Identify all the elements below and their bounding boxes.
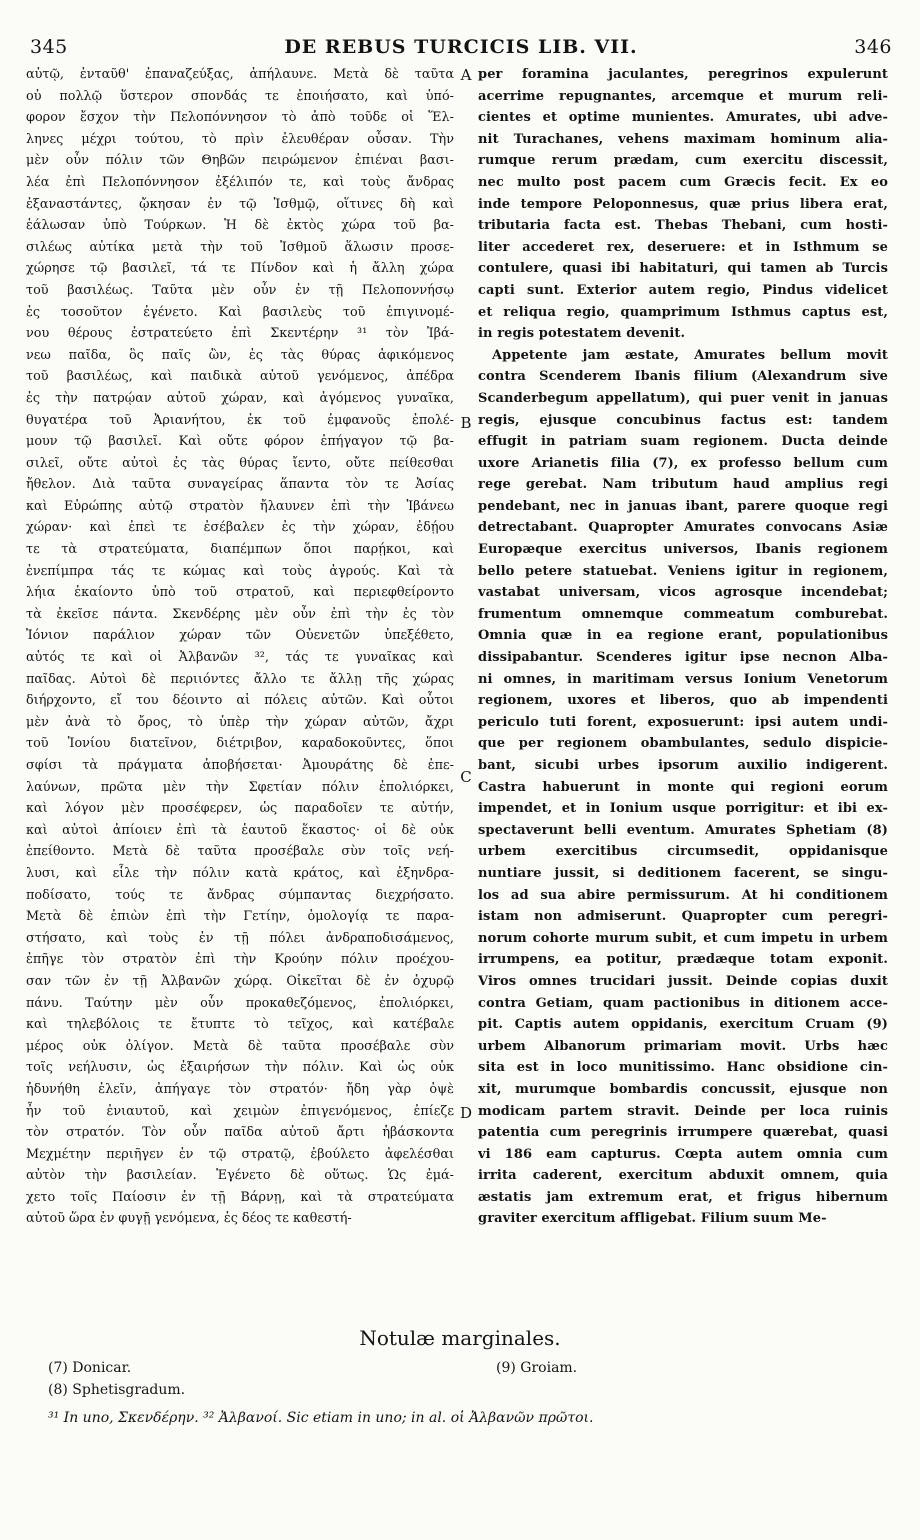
latin-text-line: patentia cum peregrinis irrumpere quærebat, quasi [478,1125,888,1141]
page-number-left: 345 [30,36,68,58]
latin-text-line: pendebant, nec in januas ibant, parere quoque regi [478,498,888,514]
greek-text-line: καὶ αὐτοὶ ἀπίοιεν ἐπὶ τὰ ἑαυτοῦ ἕκαστος· οἱ δὲ οὐκ [26,822,454,838]
running-title: DE REBUS TURCICIS LIB. VII. [284,36,638,58]
marginal-note-8: (8) Sphetisgradum. [48,1382,186,1398]
greek-column [26,64,454,1230]
latin-text-line: sita est in loco munitissimo. Hanc obsidione cin- [478,1060,888,1076]
latin-text-line: dissipabantur. Scenderes igitur ipse necnon Alba- [478,650,888,666]
greek-text-line: μουν τῷ βασιλεῖ. Καὶ οὔτε φόρον ἐπήγαγον τῷ βα- [26,434,454,450]
margin-letter-d: D [459,1104,473,1122]
greek-text-line: καὶ τηλεβόλοις τε ἔτυπτε τὸ τεῖχος, καὶ κατέβαλε [26,1017,454,1033]
latin-text-line: contra Scenderem Ibanis filium (Alexandrum sive [478,369,888,385]
latin-text-line: Omnia quæ in ea regione erant, populationibus [478,628,888,644]
greek-text-line: ἑάλωσαν ὑπὸ Τούρκων. Ἡ δὲ ἐκτὸς χώρα τοῦ βα- [26,218,454,234]
greek-text-line: ἐπείθοντο. Μετὰ δὲ ταῦτα προσέβαλε σὺν τοῖς νεή- [26,844,454,860]
margin-letter-a: A [460,66,472,84]
latin-text-line: Castra habuerunt in monte qui regioni eorum [478,779,888,795]
latin-text-line: spectaverunt belli eventum. Amurates Sphetiam (8) [478,822,888,838]
greek-text-line: χετο τοῖς Παίοσιν ἐν τῇ Βάρνῃ, καὶ τὰ στρατεύματα [26,1189,454,1205]
greek-text-line: ἐς τὴν πατρῴαν αὐτοῦ χώραν, καὶ ἀγόμενος γυναῖκα, [26,390,454,406]
greek-text-line: σφίσι τὰ πράγματα ἀποβήσεται· Ἀμουράτης δὲ ἐπε- [26,758,454,773]
latin-text-line: Appetente jam æstate, Amurates bellum movit [492,347,888,363]
greek-text-line: στήσατο, καὶ τοὺς ἐν τῇ πόλει ἀνδραποδισάμενος, [26,930,454,946]
greek-text-line: ἐς τοσοῦτον ἐγένετο. Καὶ βασιλεὺς τοῦ ἐπιγινομέ- [26,304,454,320]
greek-text-line: καὶ Εὐρώπης αὐτῷ στρατὸν ἤλαυνεν ἐπὶ τὴν Ἰβάνεω [26,498,454,514]
greek-text-line: σιλεῖ, οὔτε αὐτοὶ ἐς τὰς θύρας ἴεντο, οὔτε πείθεσθαι [26,455,454,471]
greek-text-line: αὐτὸν τὴν βασιλείαν. Ἐγένετο δὲ οὕτως. Ὡς ἐμά- [26,1168,454,1184]
greek-text-line: αὐτός τε καὶ οἱ Ἀλβανῶν ³², τάς τε γυναῖκας καὶ [26,650,454,666]
greek-text-line: σιλέως αὐτίκα μετὰ τὴν τοῦ Ἰσθμοῦ ἅλωσιν προσε- [26,239,454,255]
latin-text-line: vi 186 eam capturus. Cœpta autem omnia cum [478,1146,888,1162]
greek-text-line: τε τὰ στρατεύματα, διαπέμπων ὅποι παρῄκοι, καὶ [26,542,454,558]
greek-text-line: λυσι, καὶ εἷλε τὴν πόλιν κατὰ κράτος, καὶ ἐξηνδρα- [26,865,454,881]
greek-text-line: λήια ἐκαίοντο ὑπὸ τοῦ στρατοῦ, καὶ περιεφθείροντο [26,585,454,601]
latin-text-line: Scanderbegum appellatum), qui puer venit in januas [478,390,888,406]
latin-column [478,64,888,1230]
greek-text-line: ἤθελον. Διὰ ταῦτα συναγείρας ἅπαντα τὸν τε Ἀσίας [26,477,454,493]
greek-text-line: τοῦ βασιλέως. Ταῦτα μὲν οὖν ἐν τῇ Πελοποννήσῳ [26,282,454,298]
greek-text-line: νεω παῖδα, ὃς παῖς ὢν, ἐς τὰς θύρας ἀφικόμενος [26,347,454,363]
greek-text-line: ἐξαναστάντες, ᾤκησαν ἐν τῷ Ἰσθμῷ, οἵτινες δὴ καὶ [26,196,454,212]
greek-text-line: νου θέρους ἐστρατεύετο ἐπὶ Σκεντέρην ³¹ τὸν Ἰβά- [26,326,454,342]
greek-text-line: Μεχμέτην περιῆγεν ἐν τῷ στρατῷ, ἐβούλετο ἀφελέσθαι [26,1146,454,1162]
greek-text-line: παῖδας. Αὐτοὶ δὲ περιιόντες ἄλλο τε ἄλλῃ τῆς χώρας [26,671,454,687]
latin-text-line: et reliqua regio, quamprimum Isthmus captus est, [478,304,888,320]
latin-text-line: tributaria facta est. Thebas Thebani, cum hosti- [478,218,888,234]
greek-text-line: λέα ἐπὶ Πελοπόννησον ἐξέλιπόν τε, καὶ τοὺς ἄνδρας [26,174,454,190]
latin-text-line: ni omnes, in maritimam versus Ionium Venetorum [478,671,888,687]
notes-heading: Notulæ marginales. [359,1326,561,1350]
latin-text-line: modicam partem stravit. Deinde per loca ruinis [478,1103,888,1119]
greek-text-line: ἐπῆγε τὸν στρατὸν ἐπὶ τὴν Κρούην πόλιν προέχου- [26,952,454,968]
latin-text-line: capti sunt. Exterior autem regio, Pindus videlicet [478,282,888,298]
greek-text-line: τοῦ Ἰονίου διατεῖνον, διέτριβον, καραδοκοῦντες, ὅποι [26,736,454,752]
greek-text-line: σαν τῶν ἐν τῇ Ἀλβανῶν χώρᾳ. Οἰκεῖται δὲ ἐν ὀχυρῷ [26,973,454,989]
latin-text-line: urbem Albanorum primariam movit. Urbs hæc [478,1038,888,1054]
latin-text-line: los ad sua abire permissurum. At hi conditionem [478,887,888,903]
greek-text-line: Μετὰ δὲ ἐπιὼν ἐπὶ τὴν Γετίην, ὁμολογίᾳ τε παρα- [26,909,454,925]
greek-text-line: τοῦ βασιλέως, καὶ παιδικὰ αὐτοῦ γενόμενος, ἀπέδρα [26,369,454,385]
latin-text-line: cientes et optime munientes. Amurates, ubi adve- [478,110,888,126]
latin-text-line: istam non admiserunt. Quapropter cum peregri- [478,909,888,925]
greek-text-line: μέρος οὐκ ὀλίγον. Μετὰ δὲ ταῦτα προσέβαλε σὺν [26,1038,454,1054]
greek-text-line: καὶ λόγον μὲν προσέφερεν, ὡς παραδοῖεν τε αὐτήν, [26,801,454,817]
latin-text-line: nuntiare jussit, si deditionem facerent, se singu- [478,865,888,881]
greek-text-line: θυγατέρα τοῦ Ἀριανήτου, ἐκ τοῦ ἐμφανοῦς ἐπολέ- [26,412,454,428]
latin-text-line: æstatis jam extremum erat, et frigus hibernum [478,1189,888,1205]
greek-text-line: διήρχοντο, εἴ του δέοιντο αἱ πόλεις αὐτῶν. Καὶ οὗτοι [26,693,454,709]
latin-text-line: contulere, quasi ibi habitaturi, qui tamen ab Turcis [478,261,888,277]
greek-text-line: τὰ ἐκεῖσε πάντα. Σκενδέρης μὲν οὖν ἐπὶ τὴν ἐς τὸν [26,606,454,622]
greek-text-line: πάνυ. Ταύτην μὲν οὖν προκαθεζόμενος, ἐπολιόρκει, [26,995,454,1011]
latin-text-line: irrita caderent, exercitum abduxit omnem, quia [478,1168,888,1184]
greek-text-line: τὸν στρατόν. Τὸν οὖν παῖδα αὐτοῦ ἄρτι ἡβάσκοντα [26,1125,454,1141]
latin-text-line: per foramina jaculantes, peregrinos expulerunt [478,67,888,82]
margin-letter-c: C [460,768,472,786]
latin-text-line: uxore Arianetis filia (7), ex professo bellum cum [478,455,888,471]
greek-text-line: μὲν οὖν πόλιν τῶν Θηβῶν πειρώμενον ἐπιέναι βασι- [26,153,454,169]
greek-text-line: μὲν ἀνὰ τὸ ὄρος, τὸ ὑπὲρ τὴν χώραν αὐτῶν, ἄχρι [26,714,454,730]
latin-text-line: vastabat universam, vicos agrosque incendebat; [478,585,888,601]
latin-text-line: bello petere statuebat. Veniens igitur in regionem, [478,563,888,579]
greek-text-line: οὐ πολλῷ ὕστερον σπονδάς τε ἐποιήσατο, καὶ ὑπό- [26,88,454,104]
marginal-note-7: (7) Donicar. [48,1360,132,1376]
latin-text-line: regis, ejusque concubinus factus est: tandem [478,412,888,428]
latin-text-line: detrectabant. Quapropter Amurates convocans Asiæ [478,520,888,536]
latin-text-line: bant, sicubi urbes ipsorum auxilio indigerent. [478,758,888,773]
margin-letter-b: B [460,414,472,432]
greek-text-line: ἐνεπίμπρα τάς τε κώμας καὶ τοὺς ἀγρούς. Καὶ τὰ [26,563,454,579]
greek-text-line: ληνες μέχρι τούτου, τὸ πρὶν ἐλευθέραν οὖσαν. Τὴν [26,131,454,147]
latin-text-line: rumque rerum prædam, cum exercitu discessit, [478,153,888,169]
greek-text-line: φορον ἔσχον τὴν Πελοπόννησον τὸ ἀπὸ τοῦδε οἱ Ἕλ- [26,110,454,126]
latin-text-line: Viros omnes trucidari jussit. Deinde copias duxit [478,973,888,989]
running-header [30,36,892,62]
latin-text-line: in regis potestatem devenit. [478,326,686,342]
greek-text-line: ἦν τοῦ ἐνιαυτοῦ, καὶ χειμὼν ἐπιγενόμενος, ἐπίεζε [26,1103,454,1119]
greek-text-line: λαύνων, πρῶτα μὲν τὴν Σφετίαν πόλιν ἐπολιόρκει, [26,779,454,795]
page-number-right: 346 [854,36,892,58]
greek-text-line: χώραν· καὶ ἐπεὶ τε ἐσέβαλεν ἐς τὴν χώραν, ἐδῄου [26,520,454,536]
latin-text-line: frumentum omnemque commeatum comburebat. [478,606,888,622]
latin-text-line: inde tempore Peloponnesus, quæ prius libera erat, [478,196,888,212]
latin-text-line: irrumpens, ea potitur, prædæque totam exponit. [478,952,888,968]
latin-text-line: periculo tuti forent, exposuerunt: ipsi autem undi- [478,714,888,730]
greek-text-line: ἠδυνήθη ἑλεῖν, ἀπήγαγε τὸν στρατόν· ἤδη γὰρ ὀψὲ [26,1081,454,1097]
latin-text-line: que per regionem obambulantes, sedulo dispicie- [478,736,888,752]
latin-text-line: regionem, uxores et liberos, quo ab impendenti [478,693,888,709]
latin-text-line: graviter exercitum affligebat. Filium suum Me- [478,1211,827,1227]
greek-text-line: αὐτῷ, ἐνταῦθ' ἐπαναζεύξας, ἀπήλαυνε. Μετὰ δὲ ταῦτα [26,67,454,82]
greek-text-line: χώρησε τῷ βασιλεῖ, τά τε Πίνδον καὶ ἡ ἄλλη χώρα [26,261,454,277]
latin-text-line: urbem exercitibus circumsedit, oppidanisque [478,844,888,860]
marginal-note-9: (9) Groiam. [496,1360,578,1376]
footnote-line: ³¹ In uno, Σκενδέρην. ³² Ἀλβανοί. Sic etiam in uno; in al. οἱ Ἀλβανῶν πρῶτοι. [48,1410,594,1426]
latin-text-line: Europæque exercitus universos, Ibanis regionem [478,542,888,558]
latin-text-line: pit. Captis autem oppidanis, exercitum Cruam (9) [478,1017,888,1033]
latin-text-line: impendet, et in Ionium usque porrigitur: et ibi ex- [478,801,888,817]
latin-text-line: acerrime repugnantes, arcemque et murum reli- [478,88,888,104]
latin-text-line: rege gerebat. Nam tributum haud amplius regi [478,477,888,493]
latin-text-line: liter accederet rex, deseruere: et in Isthmum se [478,239,888,255]
latin-text-line: nec multo post pacem cum Græcis fecit. Ex eo [478,174,888,190]
greek-text-line: ποδίσατο, τούς τε ἄνδρας σύμπαντας διεχρήσατο. [26,887,454,903]
latin-text-line: effugit in patriam suam regionem. Ducta deinde [478,434,888,450]
latin-text-line: contra Getiam, quam pactionibus in ditionem acce- [478,995,888,1011]
latin-text-line: norum cohorte murum subit, et cum impetu in urbem [478,930,888,946]
greek-text-line: Ἰόνιον παράλιον χώραν τῶν Οὐενετῶν ὑπεξέθετο, [26,628,454,644]
greek-text-line: τοῖς νεήλυσιν, ὡς ἐξαιρήσων τὴν πόλιν. Καὶ ὡς οὐκ [26,1060,454,1076]
greek-text-line: αὐτοῦ ὥρα ἐν φυγῇ γενόμενα, ἐς δέος τε καθεστή- [26,1211,352,1227]
latin-text-line: xit, murumque bombardis concussit, ejusque non [478,1081,888,1097]
latin-text-line: nit Turachanes, vehens maximam hominum alia- [478,131,888,147]
